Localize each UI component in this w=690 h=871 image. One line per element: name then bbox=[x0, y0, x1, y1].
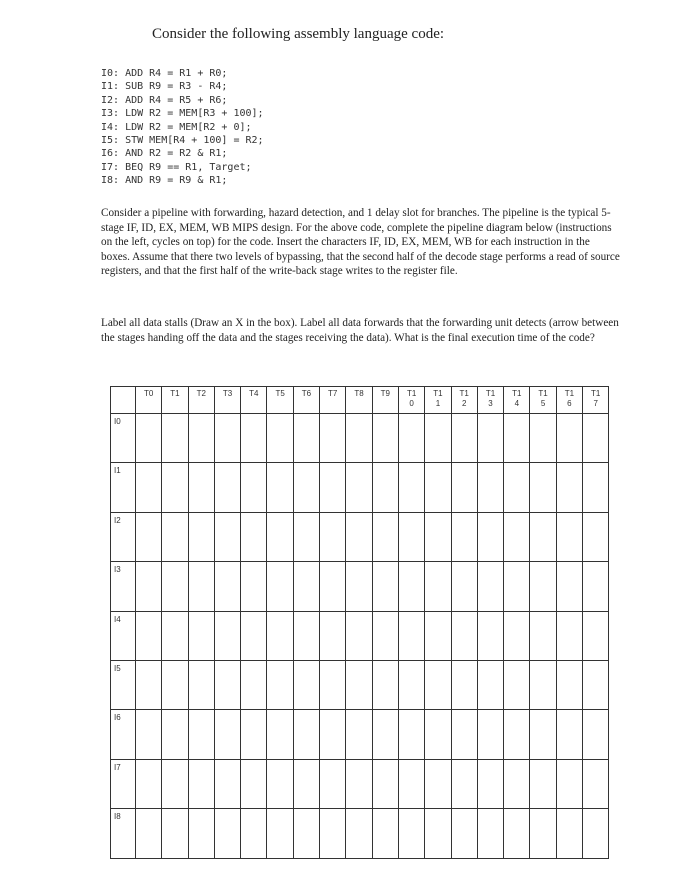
instruction-row bbox=[111, 809, 609, 858]
pipeline-cell[interactable] bbox=[188, 611, 214, 660]
cycle-header-cell bbox=[214, 387, 240, 414]
pipeline-cell[interactable] bbox=[214, 710, 240, 759]
pipeline-cell[interactable] bbox=[398, 512, 424, 561]
pipeline-cell[interactable] bbox=[425, 710, 451, 759]
pipeline-cell[interactable] bbox=[425, 660, 451, 709]
pipeline-cell[interactable] bbox=[293, 809, 319, 858]
code-line: I3: LDW R2 = MEM[R3 + 100]; bbox=[101, 108, 264, 120]
question-paragraph: Label all data stalls (Draw an X in the box). Label all data forwards that the forwarding unit detects (arrow between the stages handing off the data and the stages receiving the data). What is the final execution time of the code? bbox=[101, 317, 619, 344]
cycle-header-cell bbox=[241, 387, 267, 414]
cycle-header-cell bbox=[293, 387, 319, 414]
pipeline-cell[interactable] bbox=[583, 809, 609, 858]
pipeline-cell[interactable] bbox=[214, 759, 240, 808]
cycle-header-cell bbox=[320, 387, 346, 414]
pipeline-cell[interactable] bbox=[267, 463, 293, 512]
pipeline-cell[interactable] bbox=[267, 414, 293, 463]
pipeline-cell[interactable] bbox=[398, 809, 424, 858]
pipeline-cell[interactable] bbox=[398, 710, 424, 759]
instruction-label: I2 bbox=[111, 512, 136, 561]
pipeline-cell[interactable] bbox=[162, 809, 188, 858]
assembly-code-block bbox=[101, 67, 264, 188]
pipeline-cell[interactable] bbox=[530, 660, 556, 709]
pipeline-cell[interactable] bbox=[241, 710, 267, 759]
pipeline-cell[interactable] bbox=[530, 809, 556, 858]
cycle-label-suffix: 0 bbox=[409, 399, 414, 408]
corner-cell bbox=[111, 387, 136, 414]
pipeline-cell[interactable] bbox=[188, 759, 214, 808]
instruction-row bbox=[111, 463, 609, 512]
pipeline-cell[interactable] bbox=[451, 660, 477, 709]
pipeline-cell[interactable] bbox=[136, 660, 162, 709]
cycle-label: T6 bbox=[301, 389, 312, 398]
cycle-header-cell bbox=[504, 387, 530, 414]
cycle-header-cell bbox=[136, 387, 162, 414]
pipeline-cell[interactable] bbox=[372, 463, 398, 512]
pipeline-cell[interactable] bbox=[583, 710, 609, 759]
pipeline-cell[interactable] bbox=[451, 414, 477, 463]
pipeline-cell[interactable] bbox=[162, 710, 188, 759]
pipeline-cell[interactable] bbox=[136, 809, 162, 858]
cycle-label: T1 bbox=[485, 389, 496, 398]
pipeline-cell[interactable] bbox=[162, 759, 188, 808]
code-line: I5: STW MEM[R4 + 100] = R2; bbox=[101, 135, 264, 147]
pipeline-cell[interactable] bbox=[398, 759, 424, 808]
pipeline-cell[interactable] bbox=[346, 759, 372, 808]
pipeline-cell[interactable] bbox=[530, 562, 556, 611]
pipeline-cell[interactable] bbox=[241, 759, 267, 808]
pipeline-cell[interactable] bbox=[530, 759, 556, 808]
instruction-label: I3 bbox=[111, 562, 136, 611]
cycle-label-suffix: 4 bbox=[514, 399, 520, 408]
pipeline-cell[interactable] bbox=[425, 562, 451, 611]
pipeline-cell[interactable] bbox=[267, 710, 293, 759]
pipeline-cell[interactable] bbox=[320, 611, 346, 660]
instruction-row bbox=[111, 710, 609, 759]
pipeline-cell[interactable] bbox=[425, 512, 451, 561]
pipeline-cell[interactable] bbox=[556, 660, 582, 709]
instructions-paragraph: Consider a pipeline with forwarding, hazard detection, and 1 delay slot for branches. The pipeline is the typical 5-stage IF, ID, EX, MEM, WB MIPS design. For the above code, complete the pipeline diagram below (instructions on the left, cycles on top) for the code. Insert the characters IF, ID, EX, MEM, WB for each instruction in the boxes. Assume that there two levels of bypassing, that the second half of the decode stage performs a read of source registers, and that the first half of the write-back stage writes to the register file. bbox=[101, 207, 620, 278]
pipeline-cell[interactable] bbox=[530, 710, 556, 759]
cycle-header-cell bbox=[188, 387, 214, 414]
cycle-header-cell bbox=[425, 387, 451, 414]
pipeline-cell[interactable] bbox=[504, 414, 530, 463]
cycle-label: T5 bbox=[275, 389, 285, 398]
pipeline-cell[interactable] bbox=[320, 463, 346, 512]
pipeline-cell[interactable] bbox=[241, 611, 267, 660]
instruction-row bbox=[111, 660, 609, 709]
instruction-row bbox=[111, 611, 609, 660]
pipeline-cell[interactable] bbox=[530, 512, 556, 561]
instruction-label: I5 bbox=[111, 660, 136, 709]
pipeline-cell[interactable] bbox=[583, 759, 609, 808]
cycle-label: T2 bbox=[196, 389, 206, 398]
pipeline-cell[interactable] bbox=[425, 759, 451, 808]
page-heading: Consider the following assembly language code: bbox=[152, 26, 445, 42]
pipeline-cell[interactable] bbox=[136, 710, 162, 759]
pipeline-cell[interactable] bbox=[504, 463, 530, 512]
pipeline-cell[interactable] bbox=[372, 759, 398, 808]
cycle-header-cell bbox=[556, 387, 582, 414]
cycle-header-cell bbox=[477, 387, 503, 414]
pipeline-cell[interactable] bbox=[214, 562, 240, 611]
cycle-label-suffix: 7 bbox=[593, 399, 598, 408]
code-line: I4: LDW R2 = MEM[R2 + 0]; bbox=[101, 121, 252, 133]
pipeline-cell[interactable] bbox=[556, 759, 582, 808]
pipeline-cell[interactable] bbox=[214, 512, 240, 561]
pipeline-cell[interactable] bbox=[241, 660, 267, 709]
pipeline-cell[interactable] bbox=[241, 562, 267, 611]
pipeline-cell[interactable] bbox=[425, 809, 451, 858]
pipeline-cell[interactable] bbox=[504, 611, 530, 660]
pipeline-cell[interactable] bbox=[530, 611, 556, 660]
pipeline-cell[interactable] bbox=[346, 414, 372, 463]
pipeline-cell[interactable] bbox=[346, 562, 372, 611]
cycle-header-row bbox=[111, 387, 609, 414]
pipeline-cell[interactable] bbox=[136, 414, 162, 463]
pipeline-cell[interactable] bbox=[267, 562, 293, 611]
cycle-label: T1 bbox=[433, 389, 443, 398]
pipeline-cell[interactable] bbox=[293, 710, 319, 759]
pipeline-cell[interactable] bbox=[346, 512, 372, 561]
cycle-label: T8 bbox=[354, 389, 364, 398]
pipeline-cell[interactable] bbox=[556, 414, 582, 463]
pipeline-cell[interactable] bbox=[267, 759, 293, 808]
pipeline-cell[interactable] bbox=[267, 611, 293, 660]
pipeline-cell[interactable] bbox=[320, 660, 346, 709]
pipeline-cell[interactable] bbox=[136, 463, 162, 512]
pipeline-cell[interactable] bbox=[556, 710, 582, 759]
cycle-label: T1 bbox=[512, 389, 522, 398]
pipeline-cell[interactable] bbox=[398, 463, 424, 512]
pipeline-cell[interactable] bbox=[188, 809, 214, 858]
pipeline-cell[interactable] bbox=[451, 809, 477, 858]
cycle-header-cell bbox=[162, 387, 188, 414]
pipeline-cell[interactable] bbox=[477, 809, 503, 858]
cycle-label-suffix: 3 bbox=[488, 399, 493, 408]
pipeline-cell[interactable] bbox=[162, 414, 188, 463]
instruction-row bbox=[111, 562, 609, 611]
pipeline-cell[interactable] bbox=[425, 414, 451, 463]
instruction-row bbox=[111, 512, 609, 561]
pipeline-cell[interactable] bbox=[188, 710, 214, 759]
pipeline-cell[interactable] bbox=[241, 809, 267, 858]
code-line: I6: AND R2 = R2 & R1; bbox=[101, 148, 228, 160]
pipeline-cell[interactable] bbox=[320, 759, 346, 808]
pipeline-cell[interactable] bbox=[398, 414, 424, 463]
pipeline-cell[interactable] bbox=[372, 660, 398, 709]
pipeline-cell[interactable] bbox=[241, 512, 267, 561]
pipeline-cell[interactable] bbox=[583, 562, 609, 611]
pipeline-cell[interactable] bbox=[477, 562, 503, 611]
pipeline-cell[interactable] bbox=[556, 512, 582, 561]
pipeline-cell[interactable] bbox=[214, 414, 240, 463]
pipeline-cell[interactable] bbox=[320, 562, 346, 611]
code-line: I2: ADD R4 = R5 + R6; bbox=[101, 94, 228, 106]
pipeline-cell[interactable] bbox=[188, 562, 214, 611]
pipeline-cell[interactable] bbox=[583, 660, 609, 709]
cycle-label: T7 bbox=[328, 389, 338, 398]
pipeline-cell[interactable] bbox=[188, 660, 214, 709]
pipeline-cell[interactable] bbox=[320, 710, 346, 759]
pipeline-cell[interactable] bbox=[320, 809, 346, 858]
pipeline-cell[interactable] bbox=[583, 611, 609, 660]
pipeline-cell[interactable] bbox=[556, 809, 582, 858]
pipeline-cell[interactable] bbox=[504, 660, 530, 709]
pipeline-cell[interactable] bbox=[162, 562, 188, 611]
pipeline-cell[interactable] bbox=[188, 512, 214, 561]
code-line: I1: SUB R9 = R3 - R4; bbox=[101, 81, 228, 93]
pipeline-cell[interactable] bbox=[214, 463, 240, 512]
pipeline-cell[interactable] bbox=[293, 463, 319, 512]
pipeline-cell[interactable] bbox=[477, 414, 503, 463]
pipeline-cell[interactable] bbox=[162, 660, 188, 709]
pipeline-cell[interactable] bbox=[267, 512, 293, 561]
pipeline-cell[interactable] bbox=[451, 512, 477, 561]
pipeline-cell[interactable] bbox=[372, 562, 398, 611]
instruction-label: I7 bbox=[111, 759, 136, 808]
pipeline-cell[interactable] bbox=[504, 512, 530, 561]
pipeline-cell[interactable] bbox=[372, 710, 398, 759]
pipeline-cell[interactable] bbox=[583, 463, 609, 512]
pipeline-cell[interactable] bbox=[477, 512, 503, 561]
pipeline-cell[interactable] bbox=[504, 759, 530, 808]
pipeline-cell[interactable] bbox=[372, 512, 398, 561]
pipeline-cell[interactable] bbox=[162, 463, 188, 512]
pipeline-cell[interactable] bbox=[451, 611, 477, 660]
pipeline-cell[interactable] bbox=[293, 512, 319, 561]
pipeline-cell[interactable] bbox=[504, 562, 530, 611]
pipeline-cell[interactable] bbox=[188, 463, 214, 512]
pipeline-cell[interactable] bbox=[293, 660, 319, 709]
pipeline-cell[interactable] bbox=[451, 710, 477, 759]
pipeline-cell[interactable] bbox=[372, 809, 398, 858]
pipeline-cell[interactable] bbox=[162, 611, 188, 660]
cycle-header-cell bbox=[398, 387, 424, 414]
cycle-header-cell bbox=[267, 387, 293, 414]
pipeline-cell[interactable] bbox=[398, 562, 424, 611]
pipeline-cell[interactable] bbox=[504, 809, 530, 858]
cycle-label: T1 bbox=[170, 389, 180, 398]
instruction-label: I6 bbox=[111, 710, 136, 759]
pipeline-cell[interactable] bbox=[556, 611, 582, 660]
pipeline-cell[interactable] bbox=[425, 611, 451, 660]
pipeline-cell[interactable] bbox=[530, 463, 556, 512]
cycle-label: T1 bbox=[406, 389, 417, 398]
pipeline-cell[interactable] bbox=[293, 414, 319, 463]
pipeline-cell[interactable] bbox=[451, 759, 477, 808]
pipeline-cell[interactable] bbox=[451, 562, 477, 611]
cycle-label-suffix: 6 bbox=[567, 399, 572, 408]
pipeline-cell[interactable] bbox=[372, 611, 398, 660]
pipeline-cell[interactable] bbox=[293, 611, 319, 660]
pipeline-cell[interactable] bbox=[267, 809, 293, 858]
cycle-label: T1 bbox=[591, 389, 601, 398]
cycle-label: T9 bbox=[380, 389, 390, 398]
cycle-label: T4 bbox=[249, 389, 259, 398]
pipeline-cell[interactable] bbox=[136, 562, 162, 611]
instruction-row bbox=[111, 759, 609, 808]
instruction-row bbox=[111, 414, 609, 463]
pipeline-cell[interactable] bbox=[556, 562, 582, 611]
cycle-label-suffix: 2 bbox=[461, 399, 467, 408]
cycle-label-suffix: 1 bbox=[435, 399, 441, 408]
cycle-label: T1 bbox=[538, 389, 548, 398]
pipeline-cell[interactable] bbox=[241, 414, 267, 463]
pipeline-cell[interactable] bbox=[583, 512, 609, 561]
pipeline-cell[interactable] bbox=[477, 660, 503, 709]
pipeline-cell[interactable] bbox=[398, 611, 424, 660]
pipeline-cell[interactable] bbox=[188, 414, 214, 463]
pipeline-cell[interactable] bbox=[136, 512, 162, 561]
pipeline-cell[interactable] bbox=[346, 809, 372, 858]
cycle-label-suffix: 5 bbox=[540, 399, 546, 408]
pipeline-cell[interactable] bbox=[477, 463, 503, 512]
pipeline-cell[interactable] bbox=[477, 759, 503, 808]
pipeline-cell[interactable] bbox=[162, 512, 188, 561]
cycle-header-cell bbox=[372, 387, 398, 414]
pipeline-cell[interactable] bbox=[293, 759, 319, 808]
cycle-header-cell bbox=[346, 387, 372, 414]
pipeline-cell[interactable] bbox=[372, 414, 398, 463]
pipeline-cell[interactable] bbox=[346, 710, 372, 759]
pipeline-diagram-table bbox=[110, 386, 609, 859]
pipeline-cell[interactable] bbox=[320, 414, 346, 463]
cycle-label: T1 bbox=[564, 389, 575, 398]
pipeline-cell[interactable] bbox=[214, 611, 240, 660]
pipeline-cell[interactable] bbox=[214, 660, 240, 709]
instruction-label: I0 bbox=[111, 414, 136, 463]
cycle-label: T1 bbox=[459, 389, 469, 398]
pipeline-cell[interactable] bbox=[556, 463, 582, 512]
cycle-header-cell bbox=[451, 387, 477, 414]
pipeline-cell[interactable] bbox=[425, 463, 451, 512]
cycle-label: T0 bbox=[143, 389, 154, 398]
pipeline-cell[interactable] bbox=[136, 759, 162, 808]
pipeline-cell[interactable] bbox=[398, 660, 424, 709]
cycle-header-cell bbox=[583, 387, 609, 414]
instruction-label: I1 bbox=[111, 463, 136, 512]
instruction-label: I8 bbox=[111, 809, 136, 858]
instruction-label: I4 bbox=[111, 611, 136, 660]
pipeline-cell[interactable] bbox=[530, 414, 556, 463]
cycle-label: T3 bbox=[222, 389, 233, 398]
cycle-header-cell bbox=[530, 387, 556, 414]
pipeline-cell[interactable] bbox=[346, 463, 372, 512]
pipeline-cell[interactable] bbox=[477, 710, 503, 759]
code-line: I0: ADD R4 = R1 + R0; bbox=[101, 68, 228, 79]
pipeline-cell[interactable] bbox=[136, 611, 162, 660]
pipeline-cell[interactable] bbox=[451, 463, 477, 512]
pipeline-cell[interactable] bbox=[267, 660, 293, 709]
code-line: I8: AND R9 = R9 & R1; bbox=[101, 175, 228, 187]
code-line: I7: BEQ R9 == R1, Target; bbox=[101, 161, 252, 173]
pipeline-cell[interactable] bbox=[293, 562, 319, 611]
pipeline-cell[interactable] bbox=[346, 611, 372, 660]
pipeline-cell[interactable] bbox=[504, 710, 530, 759]
pipeline-cell[interactable] bbox=[214, 809, 240, 858]
pipeline-cell[interactable] bbox=[346, 660, 372, 709]
pipeline-cell[interactable] bbox=[320, 512, 346, 561]
pipeline-cell[interactable] bbox=[477, 611, 503, 660]
pipeline-cell[interactable] bbox=[241, 463, 267, 512]
pipeline-cell[interactable] bbox=[583, 414, 609, 463]
